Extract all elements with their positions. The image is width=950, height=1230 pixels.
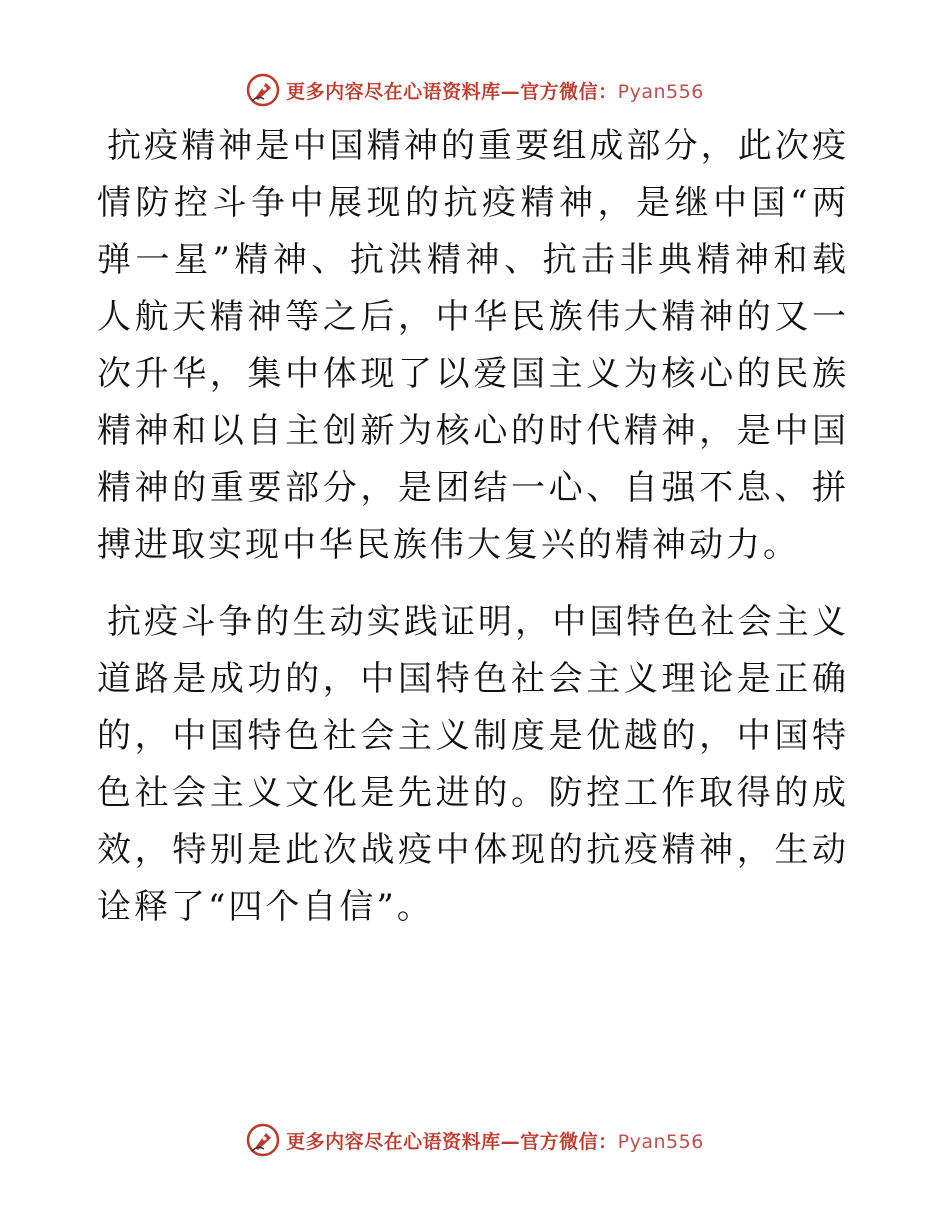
paragraph-2: 抗疫斗争的生动实践证明，中国特色社会主义道路是成功的，中国特色社会主义理论是正确的，中国特色社会主义制度是优越的，中国特色社会主义文化是先进的。防控工作取得的成效，特别是此次战疫中体现的抗疫精神，生动诠释了“四个自信”。	[97, 602, 849, 927]
pen-nib-logo-icon	[246, 73, 280, 107]
document-body	[97, 118, 849, 956]
header-wechat-id: Pyan556	[617, 80, 704, 103]
paragraph-1: 抗疫精神是中国精神的重要组成部分，此次疫情防控斗争中展现的抗疫精神，是继中国“两弹一星”精神、抗洪精神、抗击非典精神和载人航天精神等之后，中华民族伟大精神的又一次升华，集中体现了以爱国主义为核心的民族精神和以自主创新为核心的时代精神，是中国精神的重要部分，是团结一心、自强不息、拼搏进取实现中华民族伟大复兴的精神动力。	[97, 126, 849, 565]
footer-wechat-id: Pyan556	[617, 1130, 704, 1153]
pen-nib-logo-icon	[246, 1123, 280, 1157]
footer-banner-label: 更多内容尽在心语资料库—官方微信：	[286, 1130, 618, 1153]
header-banner-text	[286, 77, 704, 104]
header-banner-label: 更多内容尽在心语资料库—官方微信：	[286, 80, 618, 103]
footer-banner-text	[286, 1127, 704, 1154]
footer-banner	[0, 1120, 950, 1160]
header-banner	[0, 70, 950, 110]
